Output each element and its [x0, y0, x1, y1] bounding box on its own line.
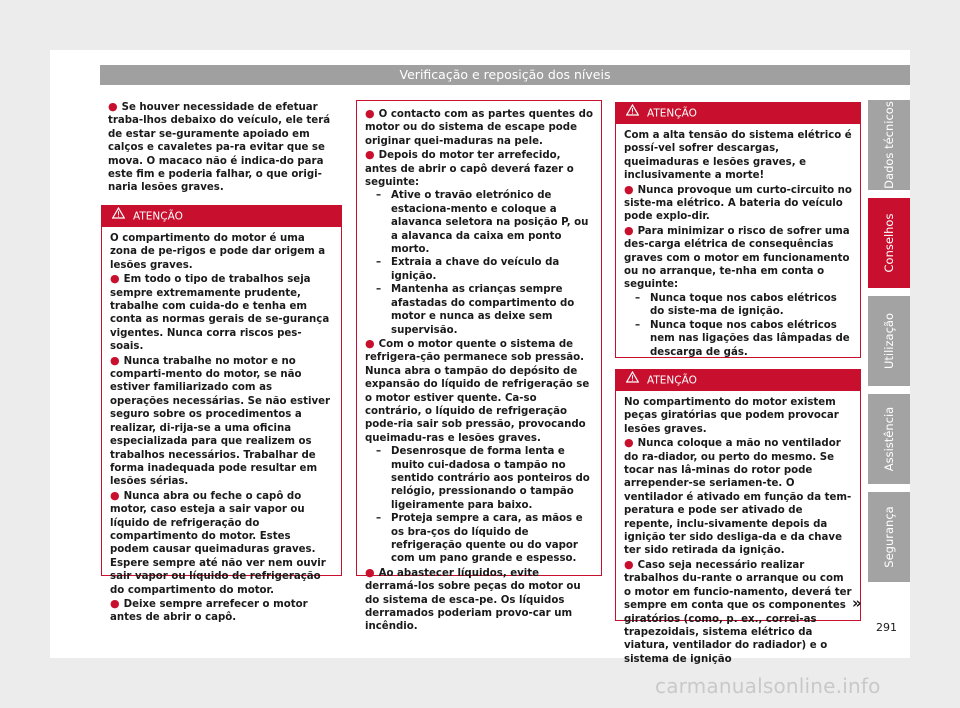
warning-box-continued — [356, 100, 602, 633]
list-item: ● Nunca coloque a mão no ventilador do ra-diador, ou perto do mesmo. Se tocar nas lâ-minas do rotor pode arrepender-se seriamen-te. O ventilador é ativado em função da tem-peratura e pode ser ativado de repente, inclu-sivamente depois da ignição ter sido desliga-da e da chave ter sido retirada da ignição. — [624, 436, 852, 557]
sub-list-item: – Nunca toque nos cabos elétricos do siste-ma de ignição. — [635, 292, 837, 318]
bullet-icon: ● — [624, 436, 634, 450]
sub-list-item: – Proteja sempre a cara, as mãos e os bra-ços do líquido de refrigeração quente ou do vapor com um pano grande e espesso. — [376, 513, 583, 565]
warning-header — [616, 103, 860, 124]
warning-box-electrical — [615, 102, 861, 358]
warning-label: ATENÇÃO — [647, 107, 697, 120]
sub-list-item: – Extraia a chave do veículo da ignição. — [376, 257, 560, 282]
warning-triangle-icon — [112, 206, 125, 227]
list-item: ● Se houver necessidade de efetuar traba-lhos debaixo do veículo, ele terá de estar se-guramente apoiado em calços e cavaletes pa-ra evitar que se mova. O macaco não é indica-do para este fim e poderia falhar, o que origi-naria lesões graves. — [108, 100, 331, 194]
list-item: ● Nunca abra ou feche o capô do motor, caso esteja a sair vapor ou líquido de refrigeração do compartimento do motor. Estes podem causar queimaduras graves. Espere sempre até não ver nem ouvir sair vapor ou líquido de refrigeração do compartimento do motor. — [110, 488, 326, 596]
bullet-icon: ● — [108, 100, 118, 113]
sub-list-item: – Ative o travão eletrónico de estaciona-mento e coloque a alavanca seletora na posição P, ou a alavanca da caixa em ponto morto. — [376, 190, 589, 256]
warning-text: Com a alta tensão do sistema elétrico é possí-vel sofrer descargas, queimaduras e lesões graves, e inclusivamente a morte! — [624, 130, 852, 182]
warning-header — [616, 370, 860, 391]
list-item: ● Caso seja necessário realizar trabalhos du-rante o arranque ou com o motor em funcio-namento, deverá ter sempre em conta que os componentes giratórios (como, p. ex., correi-as trapezoidais, sistema elétrico da viatura, ventilador do radiador) e o sistema de ignição — [624, 557, 852, 665]
list-item: ● Depois do motor ter arrefecido, antes de abrir o capô deverá fazer o seguinte: — [365, 148, 574, 189]
sub-list-item: – Mantenha as crianças sempre afastadas do compartimento do motor e nunca as deixe sem supervisão. — [376, 284, 575, 336]
tab-utilizacao[interactable]: Utilização — [868, 296, 910, 386]
page-title: Verificação e reposição dos níveis — [100, 65, 910, 85]
tab-seguranca[interactable]: Segurança — [868, 492, 910, 582]
warning-text: O compartimento do motor é uma zona de pe-rigos e pode dar origem a lesões graves. — [110, 233, 326, 271]
tab-assistencia[interactable]: Assistência — [868, 394, 910, 484]
bullet-icon: ● — [365, 148, 375, 162]
watermark-text: carmanualsonline.info — [655, 674, 881, 698]
bullet-icon: ● — [624, 557, 634, 571]
list-item: ● Para minimizar o risco de sofrer uma des-carga elétrica de consequências graves com o motor em funcionamento ou no arranque, te-nha em conta o seguinte: — [624, 223, 850, 291]
list-item: ● Ao abastecer líquidos, evite derramá-los sobre peças do motor ou do sistema de esca-pe. Os líquidos derramados poderiam provo-car um incêndio. — [365, 565, 581, 633]
warning-box-engine — [101, 205, 342, 624]
bullet-icon: ● — [365, 336, 375, 350]
warning-triangle-icon — [626, 370, 639, 391]
bullet-icon: ● — [110, 353, 120, 367]
continue-arrow-icon: » — [852, 594, 862, 612]
sub-list-item: – Nunca toque nos cabos elétricos nem nas ligações das lâmpadas de descarga de gás. — [635, 319, 850, 358]
bullet-icon: ● — [110, 272, 120, 286]
bullet-icon: ● — [110, 596, 120, 610]
page-number: 291 — [876, 621, 897, 634]
list-item: ● Em todo o tipo de trabalhos seja sempre extremamente prudente, trabalhe com cuida-do e tenha em conta as normas gerais de se-gurança vigentes. Nunca corra riscos pes-soais. — [110, 272, 330, 353]
warning-text: No compartimento do motor existem peças giratórias que podem provocar lesões graves. — [624, 397, 839, 435]
list-item: ● Nunca provoque um curto-circuito no siste-ma elétrico. A bateria do veículo pode explo-dir. — [624, 182, 852, 223]
warning-header — [102, 206, 341, 227]
bullet-icon: ● — [110, 488, 120, 502]
sub-list-item: – Desenrosque de forma lenta e muito cui-dadosa o tampão no sentido contrário aos ponteiros do relógio, pressionando o tampão ligeiramente para baixo. — [376, 446, 590, 511]
tab-conselhos[interactable]: Conselhos — [868, 198, 910, 288]
bullet-icon: ● — [624, 223, 634, 237]
list-item: ● Deixe sempre arrefecer o motor antes de abrir o capô. — [110, 596, 308, 624]
list-item: ● Com o motor quente o sistema de refrigera-ção permanece sob pressão. Nunca abra o tampão do depósito de expansão do líquido de refrigeração se o motor estiver quente. Ca-so contrário, o líquido de refrigeração pode-ria sair sob pressão, provocando queimadu-ras e lesões graves. — [365, 336, 590, 444]
warning-label: ATENÇÃO — [133, 210, 183, 223]
warning-label: ATENÇÃO — [647, 374, 697, 387]
bullet-icon: ● — [365, 565, 375, 579]
bullet-icon: ● — [365, 107, 375, 120]
warning-triangle-icon — [626, 103, 639, 124]
list-item: ● Nunca trabalhe no motor e no comparti-mento do motor, se não estiver familiarizado com as operações necessárias. Se não estiver seguro sobre os procedimentos a realizar, di-rija-se a uma oficina especializada para que realizem os trabalhos necessários. Trabalhar de forma inadequada pode resultar em lesões sérias. — [110, 353, 331, 488]
bullet-icon: ● — [624, 182, 634, 196]
warning-box-rotating-parts — [615, 369, 861, 665]
list-item: ● O contacto com as partes quentes do motor ou do sistema de escape pode originar quei-maduras na pele. — [365, 107, 593, 147]
tab-dados-tecnicos[interactable]: Dados técnicos — [868, 100, 910, 190]
column-1 — [108, 100, 340, 195]
